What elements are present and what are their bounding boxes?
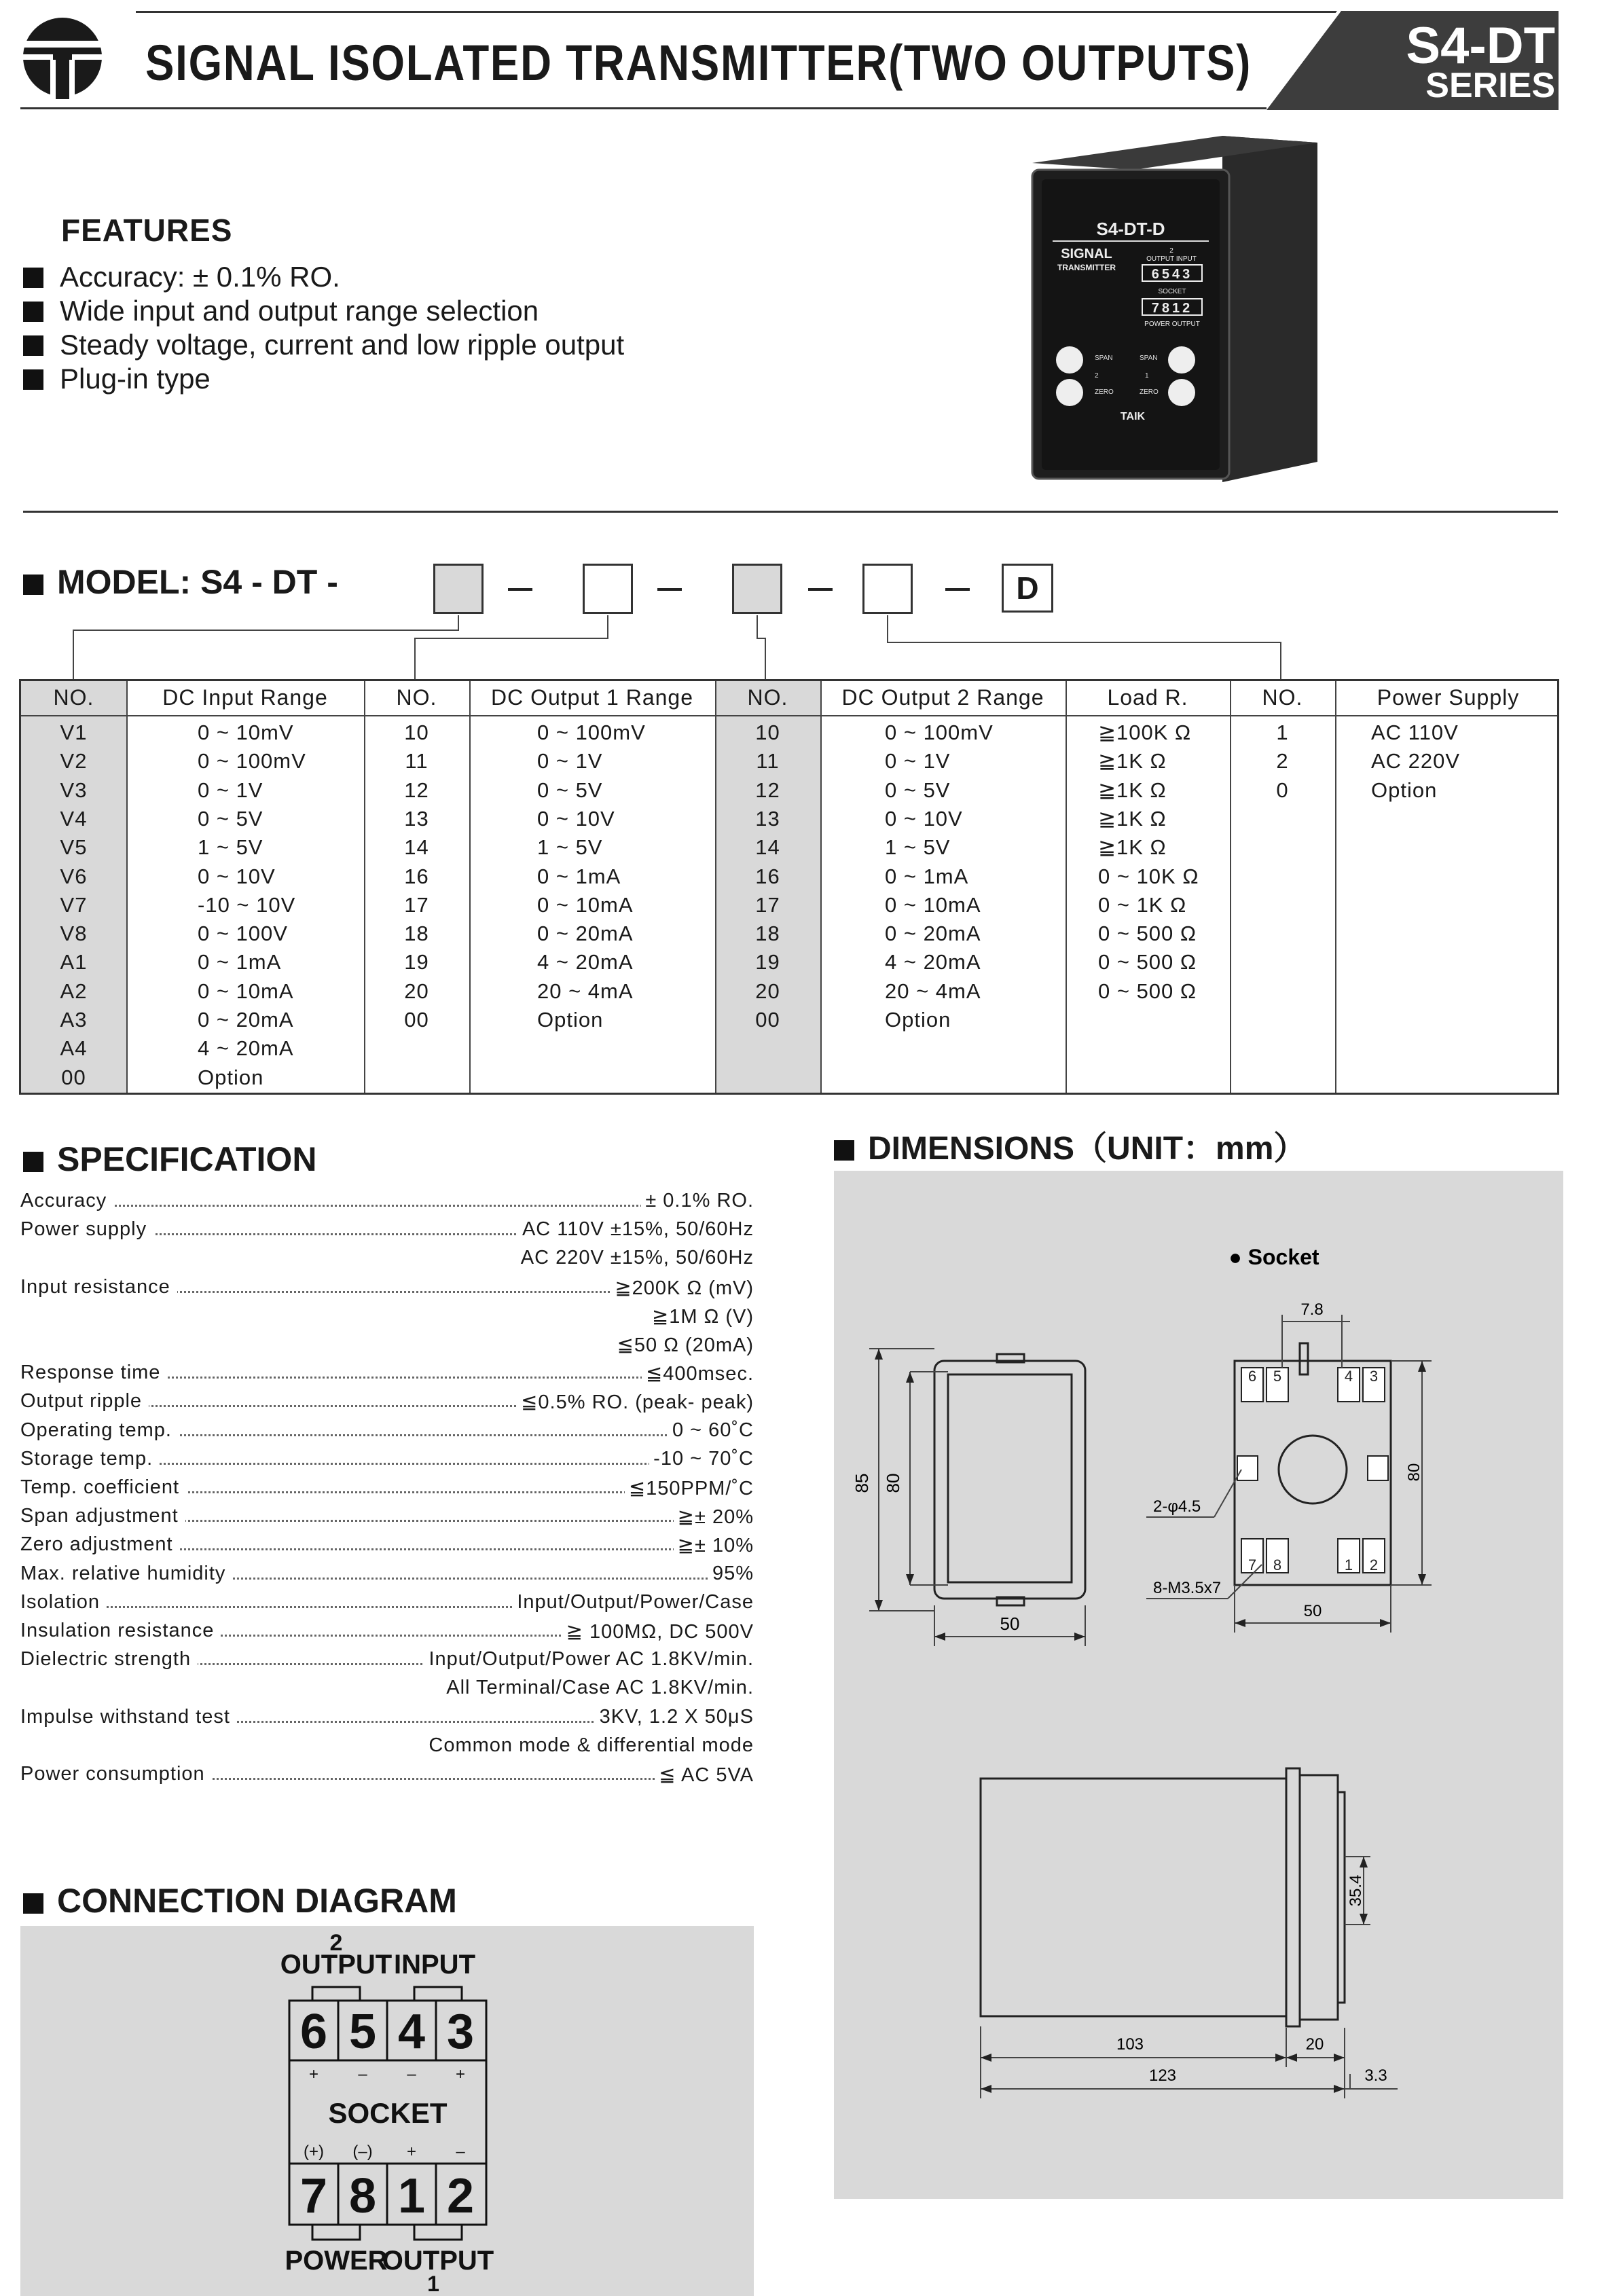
spec-label: Span adjustment xyxy=(20,1505,185,1527)
table-cell: 4 ~ 20mA xyxy=(198,1036,294,1061)
page-title: SIGNAL ISOLATED TRANSMITTER(TWO OUTPUTS) xyxy=(145,35,1252,91)
table-cell: 0 ~ 100mV xyxy=(885,721,994,744)
spec-label: Input resistance xyxy=(20,1276,177,1298)
model-dash xyxy=(657,588,682,591)
bullet-square-icon xyxy=(23,575,43,595)
spec-label: Zero adjustment xyxy=(20,1533,180,1556)
spec-row xyxy=(20,1734,754,1763)
table-cell: 4 ~ 20mA xyxy=(885,950,981,974)
bullet-square-icon xyxy=(23,1152,43,1172)
feature-item: Steady voltage, current and low ripple output xyxy=(23,329,624,361)
table-cell: Option xyxy=(537,1008,604,1032)
spec-row xyxy=(20,1763,754,1791)
svg-text:8: 8 xyxy=(348,2169,377,2223)
bullet-square-icon xyxy=(23,302,43,322)
spec-row xyxy=(20,1448,754,1476)
table-cell: 0 ~ 10mA xyxy=(198,979,294,1003)
table-cell: 0 ~ 100mV xyxy=(537,721,646,744)
svg-text:(+): (+) xyxy=(304,2143,324,2161)
svg-text:20: 20 xyxy=(1305,2035,1324,2054)
table-header: NO. xyxy=(747,685,788,710)
svg-text:123: 123 xyxy=(1148,2066,1177,2085)
bullet-square-icon xyxy=(23,1893,43,1914)
table-cell: 13 xyxy=(755,806,780,831)
table-cell: 1 ~ 5V xyxy=(537,835,603,860)
svg-text:1: 1 xyxy=(1344,1556,1353,1573)
table-cell: 0 ~ 1mA xyxy=(198,950,282,974)
svg-text:SPAN: SPAN xyxy=(1140,354,1158,362)
svg-text:5: 5 xyxy=(1273,1368,1282,1385)
svg-text:6543: 6543 xyxy=(1151,267,1193,282)
table-cell: 0 ~ 1mA xyxy=(885,864,969,888)
table-cell: 20 ~ 4mA xyxy=(885,979,981,1003)
table-cell: 0 ~ 5V xyxy=(198,806,263,831)
model-box-input xyxy=(433,564,484,614)
table-cell: V8 xyxy=(60,922,88,946)
spec-label: Insulation resistance xyxy=(20,1620,221,1642)
spec-value: -10 ~ 70˚C xyxy=(649,1448,754,1470)
table-cell: 0 ~ 10V xyxy=(537,806,615,831)
spec-title: SPECIFICATION xyxy=(23,1140,316,1179)
spec-row xyxy=(20,1533,754,1562)
table-cell: 14 xyxy=(404,835,429,860)
svg-text:SOCKET: SOCKET xyxy=(328,2097,448,2129)
table-cell: 0 ~ 10V xyxy=(198,864,276,888)
table-cell: 00 xyxy=(61,1065,86,1089)
table-cell: 20 xyxy=(755,979,780,1003)
table-cell: V1 xyxy=(60,721,88,744)
spec-row xyxy=(20,1677,754,1705)
spec-row xyxy=(20,1563,754,1591)
table-cell: Option xyxy=(885,1008,951,1032)
svg-text:2: 2 xyxy=(1095,372,1099,380)
spec-label: Isolation xyxy=(20,1591,107,1614)
svg-text:4: 4 xyxy=(1344,1368,1353,1385)
table-cell: 17 xyxy=(755,892,780,917)
svg-text:80: 80 xyxy=(1405,1463,1423,1482)
spec-row xyxy=(20,1362,754,1390)
table-cell: ≧1K Ω xyxy=(1098,806,1167,831)
svg-text:POWER: POWER xyxy=(285,2246,388,2276)
svg-text:7812: 7812 xyxy=(1151,301,1193,316)
table-cell: A1 xyxy=(60,950,88,974)
svg-text:3: 3 xyxy=(446,2005,475,2059)
svg-text:6: 6 xyxy=(299,2005,328,2059)
spec-label: Impulse withstand test xyxy=(20,1706,237,1728)
svg-text:80: 80 xyxy=(883,1473,903,1493)
feature-item: Wide input and output range selection xyxy=(23,295,539,327)
svg-text:ZERO: ZERO xyxy=(1140,388,1159,396)
svg-text:TRANSMITTER: TRANSMITTER xyxy=(1057,263,1116,272)
table-cell: 0 ~ 20mA xyxy=(885,922,981,946)
model-dash xyxy=(808,588,833,591)
spec-row xyxy=(20,1706,754,1734)
table-cell: 0 ~ 100mV xyxy=(198,749,306,773)
table-cell: A4 xyxy=(60,1036,88,1061)
svg-text:2: 2 xyxy=(1369,1556,1379,1573)
svg-text:TAIK: TAIK xyxy=(1120,411,1146,422)
svg-text:8-M3.5x7: 8-M3.5x7 xyxy=(1153,1579,1222,1597)
spec-row xyxy=(20,1190,754,1218)
feature-item: Accuracy: ± 0.1% RO. xyxy=(23,261,340,293)
table-header: NO. xyxy=(396,685,437,710)
model-table xyxy=(19,679,1559,1095)
connection-diagram xyxy=(20,1926,754,2296)
dimensions-title: DIMENSIONS（UNIT：mm） xyxy=(834,1122,1306,1169)
table-cell: 0 xyxy=(1276,778,1289,802)
svg-text:50: 50 xyxy=(1000,1614,1020,1634)
svg-text:OUTPUT: OUTPUT xyxy=(382,2246,494,2276)
svg-text:● Socket: ● Socket xyxy=(1228,1245,1319,1269)
svg-text:7: 7 xyxy=(1247,1556,1257,1573)
table-cell: 19 xyxy=(404,950,429,974)
spec-value: ≦ AC 5VA xyxy=(655,1763,754,1787)
table-cell: ≧1K Ω xyxy=(1098,749,1167,773)
table-header: Power Supply xyxy=(1377,685,1520,710)
svg-text:–: – xyxy=(358,2065,367,2083)
svg-text:7: 7 xyxy=(299,2169,328,2223)
spec-value: ≧200K Ω (mV) xyxy=(611,1276,754,1300)
table-header: DC Input Range xyxy=(162,685,328,710)
table-cell: 0 ~ 500 Ω xyxy=(1098,950,1197,974)
spec-row xyxy=(20,1419,754,1448)
spec-label: Max. relative humidity xyxy=(20,1563,232,1585)
svg-text:7.8: 7.8 xyxy=(1300,1300,1324,1319)
spec-value: ≧± 20% xyxy=(674,1505,754,1529)
table-cell: 16 xyxy=(404,864,429,888)
table-cell: 13 xyxy=(404,806,429,831)
bullet-square-icon xyxy=(23,268,43,288)
spec-row xyxy=(20,1305,754,1333)
spec-label: Temp. coefficient xyxy=(20,1476,186,1499)
spec-value: All Terminal/Case AC 1.8KV/min. xyxy=(442,1677,754,1699)
table-cell: Option xyxy=(198,1065,264,1089)
connection-title: CONNECTION DIAGRAM xyxy=(23,1881,457,1920)
product-photo xyxy=(1019,136,1317,482)
table-cell: 16 xyxy=(755,864,780,888)
spec-value: ≧1M Ω (V) xyxy=(648,1305,754,1328)
table-cell: V3 xyxy=(60,778,88,802)
table-header: NO. xyxy=(53,685,94,710)
table-cell: 17 xyxy=(404,892,429,917)
svg-text:–: – xyxy=(407,2065,416,2083)
spec-row xyxy=(20,1620,754,1648)
svg-text:1: 1 xyxy=(397,2169,426,2223)
spec-row xyxy=(20,1247,754,1275)
svg-text:3: 3 xyxy=(1369,1368,1379,1385)
svg-text:+: + xyxy=(406,2143,417,2161)
table-cell: 0 ~ 10V xyxy=(885,806,963,831)
svg-text:50: 50 xyxy=(1303,1602,1322,1620)
spec-label: Power supply xyxy=(20,1218,153,1241)
table-cell: 00 xyxy=(755,1008,780,1032)
model-suffix-box: D xyxy=(1002,564,1053,613)
section-rule xyxy=(23,511,1558,513)
table-cell: 18 xyxy=(404,922,429,946)
table-cell: 0 ~ 10K Ω xyxy=(1098,864,1199,888)
spec-row xyxy=(20,1648,754,1677)
spec-value: ≦50 Ω (20mA) xyxy=(613,1333,754,1357)
table-cell: 0 ~ 10mV xyxy=(198,721,294,744)
spec-value: Input/Output/Power/Case xyxy=(513,1591,754,1614)
table-cell: 14 xyxy=(755,835,780,860)
svg-text:INPUT: INPUT xyxy=(394,1950,475,1980)
svg-text:2: 2 xyxy=(446,2169,475,2223)
table-header: Load R. xyxy=(1107,685,1188,710)
spec-value: AC 110V ±15%, 50/60Hz xyxy=(518,1218,754,1241)
table-cell: 0 ~ 500 Ω xyxy=(1098,922,1197,946)
svg-text:(–): (–) xyxy=(352,2143,373,2161)
spec-value: ≦0.5% RO. (peak- peak) xyxy=(517,1390,754,1414)
series-name: S4-DT xyxy=(1406,17,1555,75)
model-label: MODEL: S4 - DT - xyxy=(23,562,338,602)
svg-text:OUTPUT INPUT: OUTPUT INPUT xyxy=(1146,255,1197,263)
spec-row xyxy=(20,1505,754,1533)
svg-text:2-φ4.5: 2-φ4.5 xyxy=(1153,1497,1201,1516)
connection-panel xyxy=(20,1926,754,2296)
svg-text:5: 5 xyxy=(348,2005,377,2059)
table-cell: 11 xyxy=(405,749,429,773)
spec-value: 0 ~ 60˚C xyxy=(668,1419,754,1442)
table-cell: 0 ~ 500 Ω xyxy=(1098,979,1197,1003)
table-cell: 10 xyxy=(404,721,429,744)
table-header: NO. xyxy=(1262,685,1303,710)
features-title: FEATURES xyxy=(61,213,233,248)
table-cell: ≧100K Ω xyxy=(1098,721,1192,744)
table-cell: 1 ~ 5V xyxy=(885,835,951,860)
title-top-rule xyxy=(136,11,1351,13)
series-sub: SERIES xyxy=(1425,66,1555,105)
model-box-output1 xyxy=(583,564,633,614)
table-cell: 0 ~ 5V xyxy=(885,778,951,802)
dimensions-panel xyxy=(834,1171,1563,2199)
spec-value: Common mode & differential mode xyxy=(424,1734,754,1757)
spec-label: Response time xyxy=(20,1362,167,1384)
svg-text:SPAN: SPAN xyxy=(1095,354,1113,362)
table-cell: 0 ~ 10mA xyxy=(885,892,981,917)
model-box-power xyxy=(862,564,913,614)
spec-value: AC 220V ±15%, 50/60Hz xyxy=(517,1247,754,1269)
table-cell: 0 ~ 10mA xyxy=(537,892,634,917)
svg-text:+: + xyxy=(308,2065,319,2083)
table-cell: 1 ~ 5V xyxy=(198,835,263,860)
table-cell: ≧1K Ω xyxy=(1098,835,1167,860)
svg-text:85: 85 xyxy=(852,1473,872,1493)
table-cell: V6 xyxy=(60,864,88,888)
svg-text:8: 8 xyxy=(1273,1556,1282,1573)
table-cell: 0 ~ 1K Ω xyxy=(1098,892,1187,917)
title-rule xyxy=(20,107,1277,109)
table-cell: 11 xyxy=(756,749,780,773)
table-cell: 00 xyxy=(404,1008,429,1032)
table-cell: 12 xyxy=(755,778,780,802)
spec-label: Storage temp. xyxy=(20,1448,160,1470)
table-cell: A3 xyxy=(60,1008,88,1032)
table-cell: -10 ~ 10V xyxy=(198,892,296,917)
svg-text:OUTPUT: OUTPUT xyxy=(280,1950,393,1980)
bullet-square-icon xyxy=(834,1140,854,1161)
table-cell: A2 xyxy=(60,979,88,1003)
spec-row xyxy=(20,1591,754,1620)
table-cell: V7 xyxy=(60,892,88,917)
svg-text:+: + xyxy=(455,2065,466,2083)
bullet-square-icon xyxy=(23,369,43,390)
spec-label: Output ripple xyxy=(20,1390,149,1413)
spec-value: 3KV, 1.2 X 50μS xyxy=(596,1706,754,1728)
spec-label: Power consumption xyxy=(20,1763,212,1785)
model-dash xyxy=(945,588,970,591)
spec-label: Accuracy xyxy=(20,1190,113,1212)
table-cell: 1 xyxy=(1276,721,1289,744)
table-cell: V2 xyxy=(60,749,88,773)
table-cell: Option xyxy=(1371,778,1438,802)
spec-value: ± 0.1% RO. xyxy=(641,1190,754,1212)
spec-value: ≦150PPM/˚C xyxy=(625,1476,754,1500)
table-cell: 20 ~ 4mA xyxy=(537,979,634,1003)
table-cell: V4 xyxy=(60,806,88,831)
table-cell: 19 xyxy=(755,950,780,974)
table-cell: 10 xyxy=(755,721,780,744)
table-cell: AC 220V xyxy=(1371,749,1461,773)
spec-label: Dielectric strength xyxy=(20,1648,198,1671)
svg-text:4: 4 xyxy=(397,2005,426,2059)
model-connector-lines xyxy=(0,611,1621,682)
spec-row xyxy=(20,1218,754,1247)
feature-item: Plug-in type xyxy=(23,363,211,395)
spec-value: ≧± 10% xyxy=(674,1533,754,1557)
brand-logo-icon xyxy=(20,15,105,99)
svg-text:1: 1 xyxy=(1145,372,1149,380)
spec-value: Input/Output/Power AC 1.8KV/min. xyxy=(424,1648,754,1671)
svg-text:2: 2 xyxy=(329,1930,343,1956)
svg-text:SOCKET: SOCKET xyxy=(1158,288,1186,295)
spec-row xyxy=(20,1476,754,1505)
spec-label: Operating temp. xyxy=(20,1419,179,1442)
table-cell: 0 ~ 1V xyxy=(537,749,603,773)
table-header: DC Output 1 Range xyxy=(490,685,694,710)
table-cell: 0 ~ 20mA xyxy=(537,922,634,946)
bullet-square-icon xyxy=(23,335,43,356)
table-cell: 2 xyxy=(1276,749,1289,773)
svg-text:–: – xyxy=(456,2143,465,2161)
spec-value: 95% xyxy=(708,1563,754,1585)
svg-text:6: 6 xyxy=(1247,1368,1257,1385)
spec-row xyxy=(20,1276,754,1305)
table-header: DC Output 2 Range xyxy=(841,685,1044,710)
spec-value: ≦400msec. xyxy=(642,1362,754,1385)
table-cell: 12 xyxy=(404,778,429,802)
table-cell: 0 ~ 1mA xyxy=(537,864,621,888)
table-cell: 0 ~ 1V xyxy=(885,749,951,773)
dimension-drawings xyxy=(834,1171,1563,2199)
svg-text:POWER OUTPUT: POWER OUTPUT xyxy=(1144,321,1200,328)
table-cell: V5 xyxy=(60,835,88,860)
spec-row xyxy=(20,1333,754,1362)
svg-text:SIGNAL: SIGNAL xyxy=(1061,247,1112,261)
table-cell: 0 ~ 100V xyxy=(198,922,288,946)
spec-value: ≧ 100MΩ, DC 500V xyxy=(562,1620,754,1643)
svg-text:3.3: 3.3 xyxy=(1364,2066,1387,2085)
svg-text:103: 103 xyxy=(1116,2035,1144,2054)
svg-text:S4-DT-D: S4-DT-D xyxy=(1096,219,1165,239)
table-cell: 0 ~ 20mA xyxy=(198,1008,294,1032)
spec-row xyxy=(20,1390,754,1419)
table-cell: 4 ~ 20mA xyxy=(537,950,634,974)
table-cell: 18 xyxy=(755,922,780,946)
table-cell: 20 xyxy=(404,979,429,1003)
svg-text:35.4: 35.4 xyxy=(1347,1874,1365,1907)
model-dash xyxy=(508,588,532,591)
table-cell: ≧1K Ω xyxy=(1098,778,1167,802)
table-cell: AC 110V xyxy=(1371,721,1459,744)
table-cell: 0 ~ 5V xyxy=(537,778,603,802)
svg-text:1: 1 xyxy=(427,2272,439,2296)
table-cell: 0 ~ 1V xyxy=(198,778,263,802)
svg-text:2: 2 xyxy=(1169,247,1173,255)
svg-text:ZERO: ZERO xyxy=(1095,388,1114,396)
model-box-output2 xyxy=(732,564,782,614)
